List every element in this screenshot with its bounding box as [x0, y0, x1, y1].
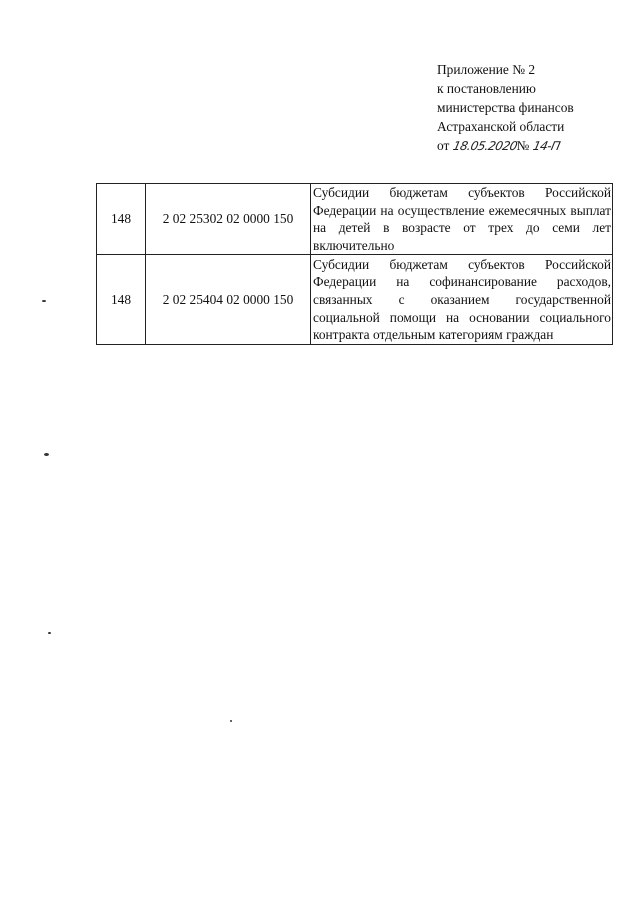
table-row	[97, 184, 613, 255]
appendix-date-number-line	[437, 136, 627, 156]
admin-code-cell: 148	[97, 255, 146, 345]
budget-code-cell: 2 02 25302 02 0000 150	[146, 184, 311, 255]
budget-code-cell: 2 02 25404 02 0000 150	[146, 255, 311, 345]
appendix-ministry-line: министерства финансов	[437, 100, 574, 115]
scan-speck	[48, 632, 51, 634]
date-prefix: от	[437, 138, 450, 153]
appendix-region-line: Астраханской области	[437, 119, 565, 134]
scan-speck	[230, 720, 232, 722]
appendix-title: Приложение № 2	[437, 62, 536, 77]
handwritten-date: 18.05.2020	[451, 139, 519, 153]
scan-speck	[42, 300, 46, 302]
table-row	[97, 255, 613, 345]
appendix-resolution-line: к постановлению	[437, 81, 536, 96]
revenue-name-cell: Субсидии бюджетам субъектов Российской Федерации на софинансирование расходов, связанных с оказанием государственной социальной помощи на основании социального контракта отдельным категориям граждан	[311, 255, 613, 345]
appendix-header	[437, 60, 627, 156]
admin-code-cell: 148	[97, 184, 146, 255]
budget-codes-table	[96, 183, 613, 345]
revenue-name-cell: Субсидии бюджетам субъектов Российской Федерации на осуществление ежемесячных выплат на детей в возрасте от трех до семи лет включительно	[311, 184, 613, 255]
scan-speck	[44, 453, 49, 456]
number-prefix: №	[516, 138, 530, 153]
handwritten-number: 14-П	[531, 139, 561, 153]
